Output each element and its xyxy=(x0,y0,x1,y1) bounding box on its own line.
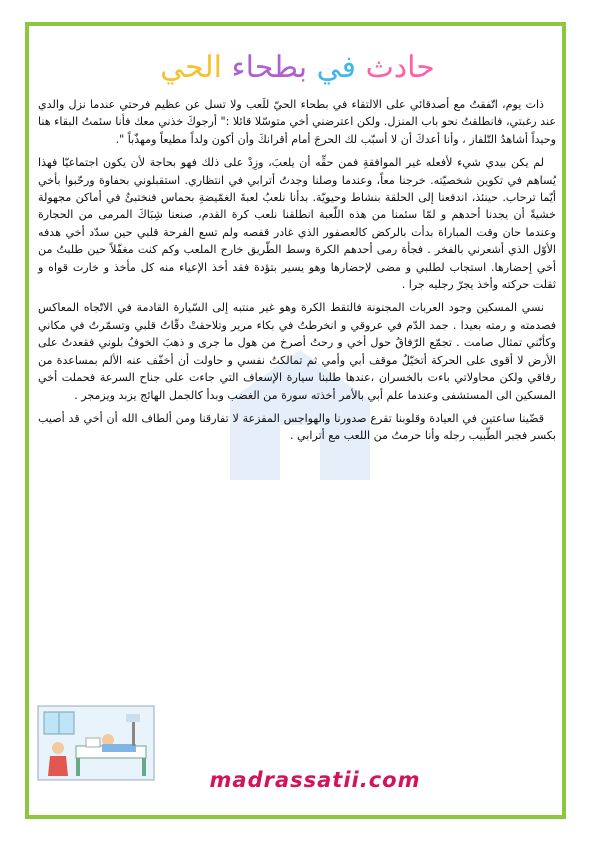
paragraph-1: ذات يوم، اتّفقتُ مع أصدقائي على الالتقاء في بطحاء الحيّ للَعب ولا تسل عن عظيم فرحتي عندما نزل والدي عند رغبتي، فانطلقتُ نحو باب المنزل. ولكن اعترضني أخي متوسّلا قائلا :" أرجوكَ خذني معك فأنا سئمتُ البقاء هنا وحيداً أشاهدُ التّلفاز ، وأنا أعدكَ أن لا أسبّب لك الحرجَ أمام أقرانكَ وأن أكون ولداً مطيعاً ومهذّباً ". xyxy=(38,98,556,146)
title-word-3: بطحاء xyxy=(231,50,308,85)
paragraph-3: نسي المسكين وجود العربات المجنونة فالتقط الكرة وهو غير منتبه إلى السّيارة القادمة في الاتّجاه المعاكس فصدمته و رمته بعيدا . جمد الدّم في عروقي و انخرطتُ في بكاء مرير وتلاحقتْ دقّاتُ قلبي وتسمّرتُ في مكاني وكأنّني تمثال صامت . تجمّع الرّفاقُ حول أخي و رحتُ أصرخ من هول ما جرى و ذهبَ الخوفُ بلوني فقعدتُ على الأرض لا أقوى على الحركة أتخيّلُ موقف أبي وأمي ثم تمالكتُ نفسي و حاولت أن أخفّف عنه الألم بمساعدة من رفاقي ولكن محاولاتي باءت بالخسران ،عندها طلبنا سيارة الإسعاف التي جاءت على جناح السرعة فحملت أخي المسكين الى المستشفى وعندما علم أبي بالأمر أخذته سورة من الغضب وبدأ كالجمل الهائج يزبد ويزمجر . xyxy=(38,301,556,402)
hospital-bed-illustration-icon xyxy=(36,704,156,782)
title-word-2: في xyxy=(316,50,357,85)
paragraph-4: قضّينا ساعتين في العيادة وقلوبنا تقرع صدورنا والهواجس المفزعة لا تفارقنا ومن ألطاف الله أن أخي قد أصيب بكسر فجبر الطّبيب رجله وأنا حرمتُ من اللعب مع أترابي . xyxy=(38,411,556,443)
title-word-1: حادث xyxy=(365,50,435,85)
story-body xyxy=(38,96,556,451)
title-word-4: الحي xyxy=(160,50,222,85)
site-footer: madrassatii.com xyxy=(209,768,421,792)
paragraph-2: لم يكن بيدي شيء لأفعله غير الموافقةِ فمن حقِّه أن يلعبَ، وزِدْ على ذلك فهو بحاجة لأن يكون اجتماعيّا فهذا يُساهم في تكوين شخصيّته. خرجنا معاً، وعندما وصلنا وجدتُ أترابي في انتظاري. استقبلوني بحفاوة ورحّبوا بأخي أيّما ترحاب. حينئذ، اندفعنا إلى الحلقة بنشاط وحيويّة. بدأنا نلعبُ لعبةَ الغمّيضةِ بحماس فنختبئُ في أماكن مجهولة خشيةً أن يجدنا أحدهم و لمّا سئمنا من هذه اللّعبة انطلقنا نلعب كرة القدم، صنعنا شِبَاكَ المرمى من الحجارة وعندما حان وقت المباراة بدأت بالركض كالعصفور الذي غادر قفصه ولم تسع الفرحة قلبي حين سدّد أخي هدفه الأوّل الذي أشعرني بالفخر . فجأة رمى أحدهم الكرة وسط الطّريق خارج الملعب وكم كنت مغفّلاً حين طلبتُ من أخي إحضارها. استجاب لطلبي و مضى لإحضارها وهو يسير بتؤدة فقد أخذ الإعياء منه كل مأخذ و خارت قواه و ثقلت حركته وأخذ يجرّ رجليه جرا . xyxy=(38,156,556,292)
story-title xyxy=(0,48,595,88)
